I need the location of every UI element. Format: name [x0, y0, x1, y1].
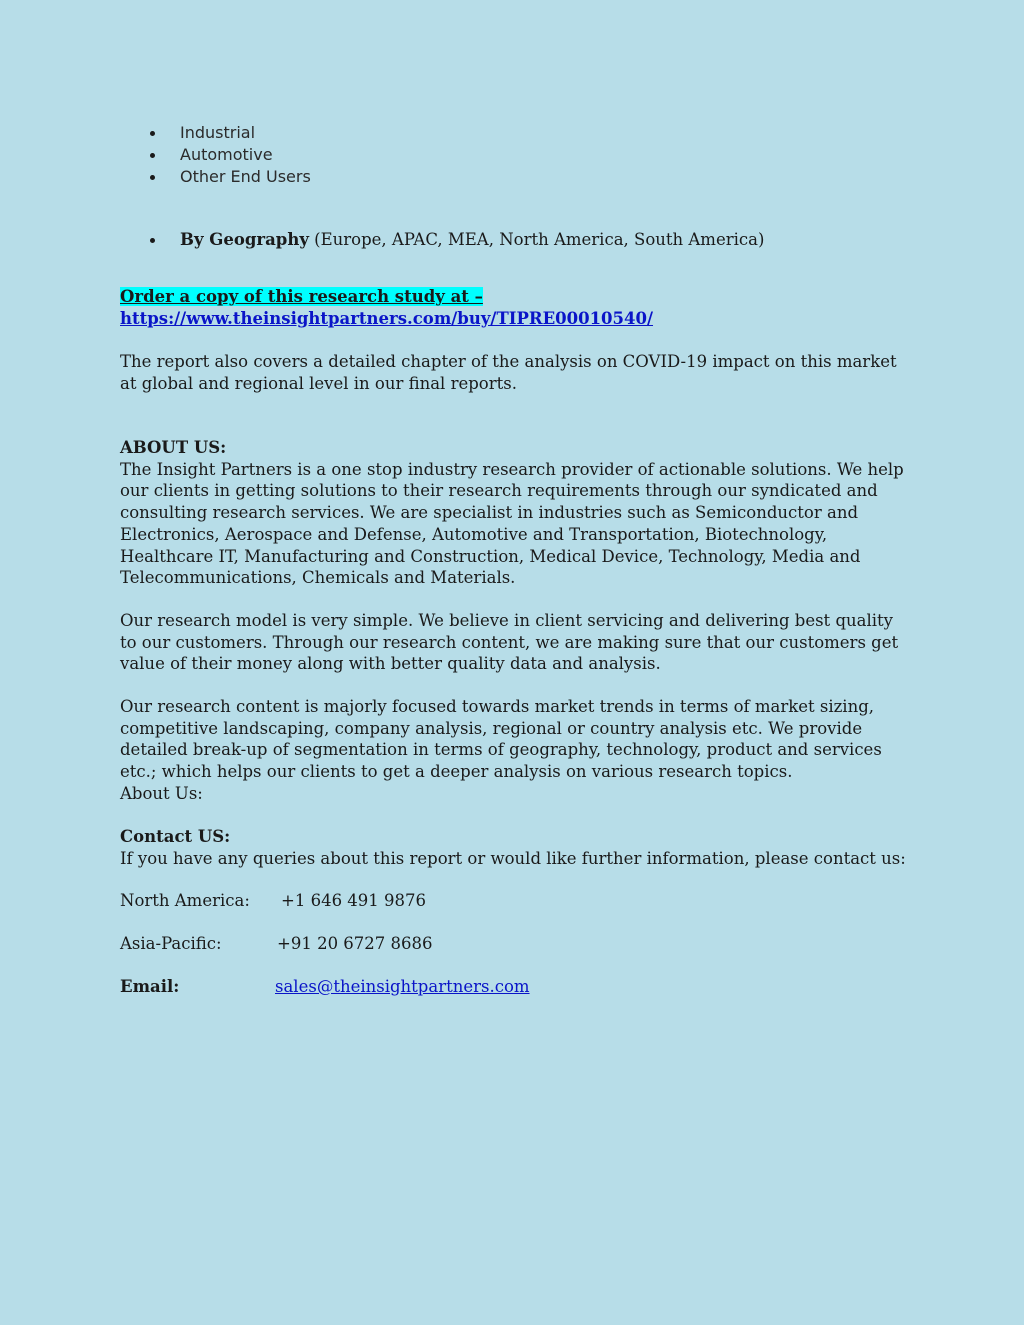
about-section [120, 437, 910, 589]
geography-regions: (Europe, APAC, MEA, North America, South America) [314, 230, 765, 249]
north-america-label: North America: [120, 891, 250, 910]
bullet-icon [150, 131, 155, 136]
list-item [150, 144, 311, 166]
end-user-label: Other End Users [180, 167, 311, 186]
north-america-phone: +1 646 491 9876 [281, 891, 427, 910]
about-paragraph-block [120, 696, 910, 805]
contact-intro: If you have any queries about this report or would like further information, please contact us: [120, 848, 906, 868]
bullet-icon [150, 238, 155, 243]
list-item [150, 166, 311, 188]
asia-pacific-phone: +91 20 6727 8686 [277, 934, 433, 953]
about-paragraph: Our research content is majorly focused towards market trends in terms of market sizing, competitive landscaping, company analysis, regional or country analysis etc. We provide detailed break-up of segmentation in terms of geography, technology, product and services etc.; which helps our clients to get a deeper analysis on various research topics. [120, 697, 882, 782]
bullet-icon [150, 175, 155, 180]
end-user-list [150, 122, 311, 188]
asia-pacific-label: Asia-Pacific: [120, 934, 222, 953]
end-user-label: Automotive [180, 145, 273, 164]
geography-label: By Geography [180, 230, 309, 249]
about-paragraph: The Insight Partners is a one stop industry research provider of actionable solutions. We help our clients in getting solutions to their research requirements through our syndicated and consulting research services. We are specialist in industries such as Semiconductor and Electronics, Aerospace and Defense, Automotive and Transportation, Biotechnology, Healthcare IT, Manufacturing and Construction, Medical Device, Technology, Media and Telecommunications, Chemicals and Materials. [120, 459, 904, 588]
order-label: Order a copy of this research study at – [120, 287, 483, 306]
about-paragraph: Our research model is very simple. We believe in client servicing and delivering best quality to our customers. Through our research content, we are making sure that our customers get value of their money along with better quality data and analysis. [120, 611, 899, 674]
about-trailing: About Us: [120, 783, 203, 803]
contact-heading: Contact US: [120, 827, 231, 846]
end-user-label: Industrial [180, 123, 256, 142]
order-link[interactable]: https://www.theinsightpartners.com/buy/TIPRE00010540/ [120, 308, 654, 328]
contact-section [120, 826, 910, 869]
email-label: Email: [120, 977, 180, 996]
list-item [150, 122, 311, 144]
bullet-icon [150, 153, 155, 158]
covid-note: The report also covers a detailed chapter of the analysis on COVID-19 impact on this market at global and regional level in our final reports. [120, 352, 897, 393]
email-link[interactable]: sales@theinsightpartners.com [275, 977, 530, 996]
order-section [120, 286, 910, 329]
geography-item [150, 228, 764, 252]
about-heading: ABOUT US: [120, 438, 227, 457]
